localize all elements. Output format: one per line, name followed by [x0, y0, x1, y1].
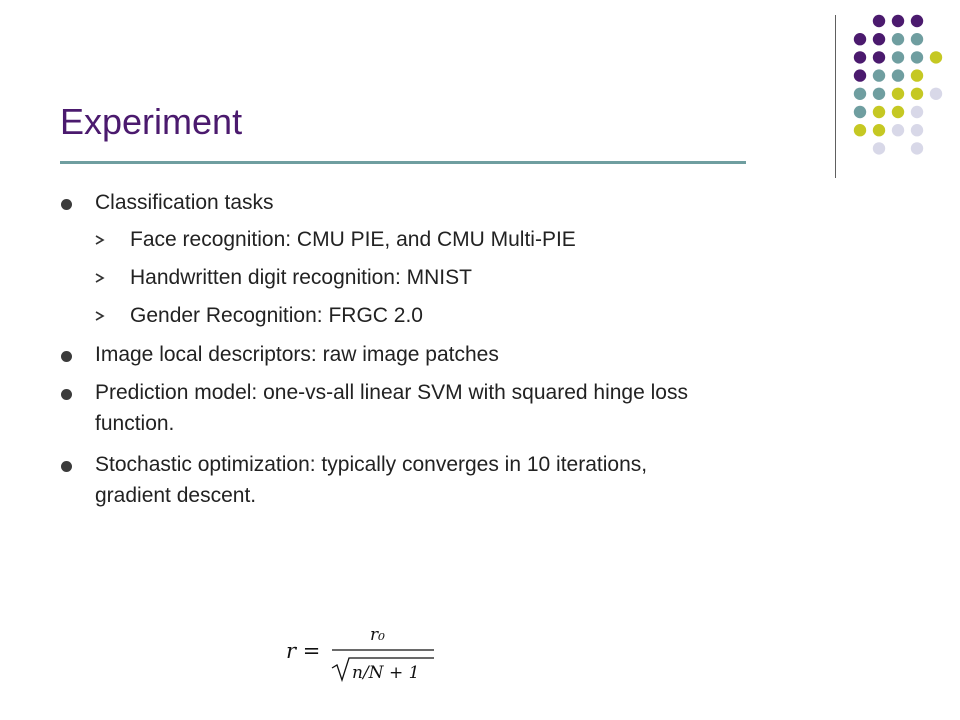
decorative-dot	[892, 51, 904, 63]
decorative-dot	[873, 142, 885, 154]
decorative-dot	[873, 69, 885, 81]
decorative-dot	[911, 88, 923, 100]
decorative-dot	[892, 106, 904, 118]
bullet-image-descriptors: Image local descriptors: raw image patches	[95, 343, 499, 366]
decorative-dot	[892, 15, 904, 27]
decorative-dot	[854, 106, 866, 118]
decorative-dot	[930, 51, 942, 63]
title-underline	[60, 161, 746, 164]
decorative-dot	[911, 33, 923, 45]
decorative-dot	[892, 88, 904, 100]
decorative-dot	[873, 106, 885, 118]
arrow-bullet-icon	[94, 234, 106, 246]
decorative-dot	[873, 51, 885, 63]
formula-lhs: r =	[286, 639, 321, 663]
decorative-dot	[892, 69, 904, 81]
decorative-dot	[854, 33, 866, 45]
slide-title: Experiment	[60, 101, 243, 142]
decorative-dot	[892, 124, 904, 136]
decorative-dot	[892, 33, 904, 45]
formula-numerator: r₀	[370, 625, 385, 645]
sub-bullet-handwritten-digit: Handwritten digit recognition: MNIST	[130, 266, 472, 289]
formula-denominator: n/N + 1	[352, 663, 420, 683]
decorative-dot-grid	[0, 0, 960, 180]
bullet-classification-tasks: Classification tasks	[95, 191, 274, 214]
decorative-dot	[854, 124, 866, 136]
decorative-dot	[911, 142, 923, 154]
decorative-dot	[911, 69, 923, 81]
decorative-dot	[854, 51, 866, 63]
decorative-dot	[873, 33, 885, 45]
bullet-stochastic-optimization: Stochastic optimization: typically converges in 10 iterations,	[95, 453, 648, 476]
decorative-dot	[854, 88, 866, 100]
bullet-dot	[61, 351, 72, 362]
decorative-dot	[911, 51, 923, 63]
decorative-dot	[911, 124, 923, 136]
decorative-dot	[854, 69, 866, 81]
decorative-dot	[873, 15, 885, 27]
sub-bullet-face-recognition: Face recognition: CMU PIE, and CMU Multi-PIE	[130, 228, 576, 251]
arrow-bullet-icon	[94, 272, 106, 284]
decorative-dot	[911, 15, 923, 27]
bullet-prediction-model: Prediction model: one-vs-all linear SVM with squared hinge loss	[95, 381, 688, 404]
decorative-dot	[930, 88, 942, 100]
learning-rate-formula	[282, 618, 442, 690]
bullet-dot	[61, 389, 72, 400]
sub-bullet-gender-recognition: Gender Recognition: FRGC 2.0	[130, 304, 423, 327]
bullet-dot	[61, 199, 72, 210]
decorative-dot	[911, 106, 923, 118]
bullet-dot	[61, 461, 72, 472]
bullet-stochastic-optimization-cont: gradient descent.	[95, 484, 257, 507]
decorative-dot	[873, 124, 885, 136]
vertical-divider	[835, 15, 836, 178]
decorative-dot	[873, 88, 885, 100]
arrow-bullet-icon	[94, 310, 106, 322]
bullet-prediction-model-cont: function.	[95, 412, 175, 435]
